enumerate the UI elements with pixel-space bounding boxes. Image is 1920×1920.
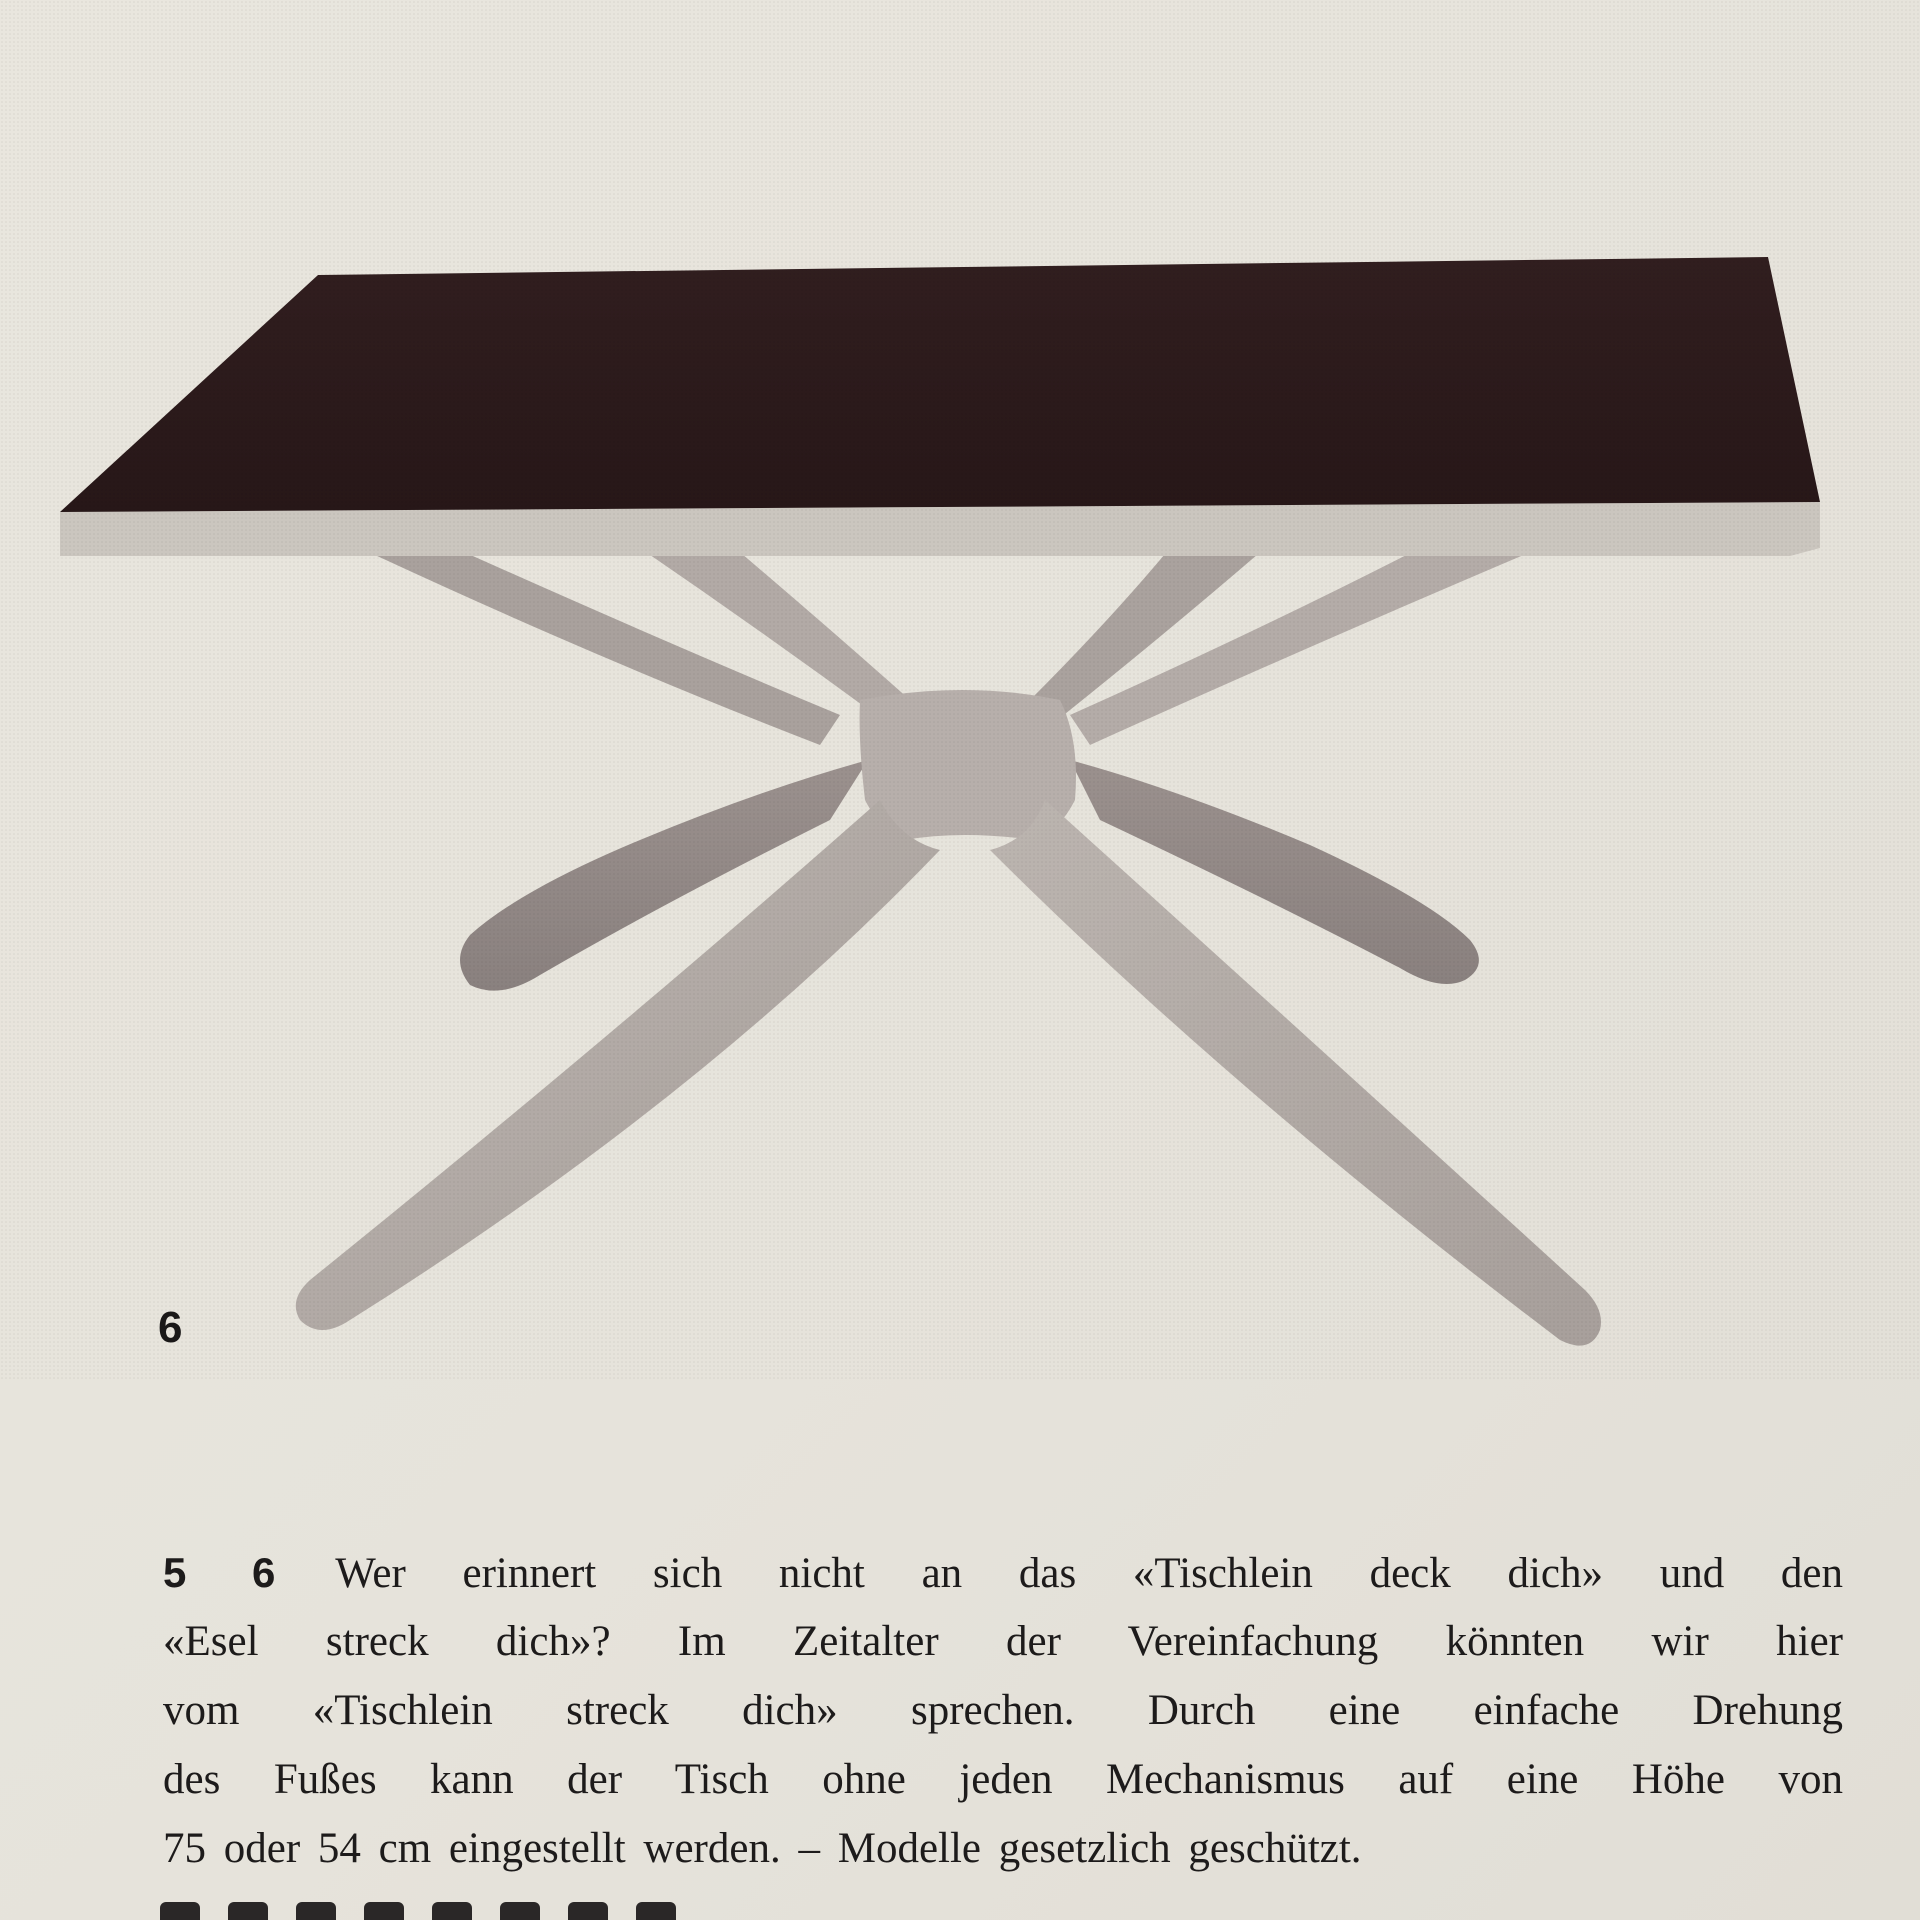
figure-reference: 5 6 — [163, 1549, 280, 1596]
caption-line-5: 75 oder 54 cm eingestellt werden. – Modelle gesetzlich geschützt. — [163, 1825, 1362, 1872]
caption-line-3: vom «Tischlein streck dich» sprechen. Durch eine einfache Drehung — [163, 1687, 1843, 1734]
caption-line-1 — [163, 1538, 1843, 1607]
caption — [163, 1538, 1843, 1883]
caption-text: Wer erinnert sich nicht an das «Tischlein deck dich» und den — [335, 1550, 1843, 1597]
caption-line-4: des Fußes kann der Tisch ohne jeden Mechanismus auf eine Höhe von — [163, 1756, 1843, 1803]
cut-off-text-line — [160, 1902, 720, 1920]
figure-number: 6 — [158, 1303, 183, 1352]
caption-line-2: «Esel streck dich»? Im Zeitalter der Vereinfachung könnten wir hier — [163, 1618, 1843, 1665]
